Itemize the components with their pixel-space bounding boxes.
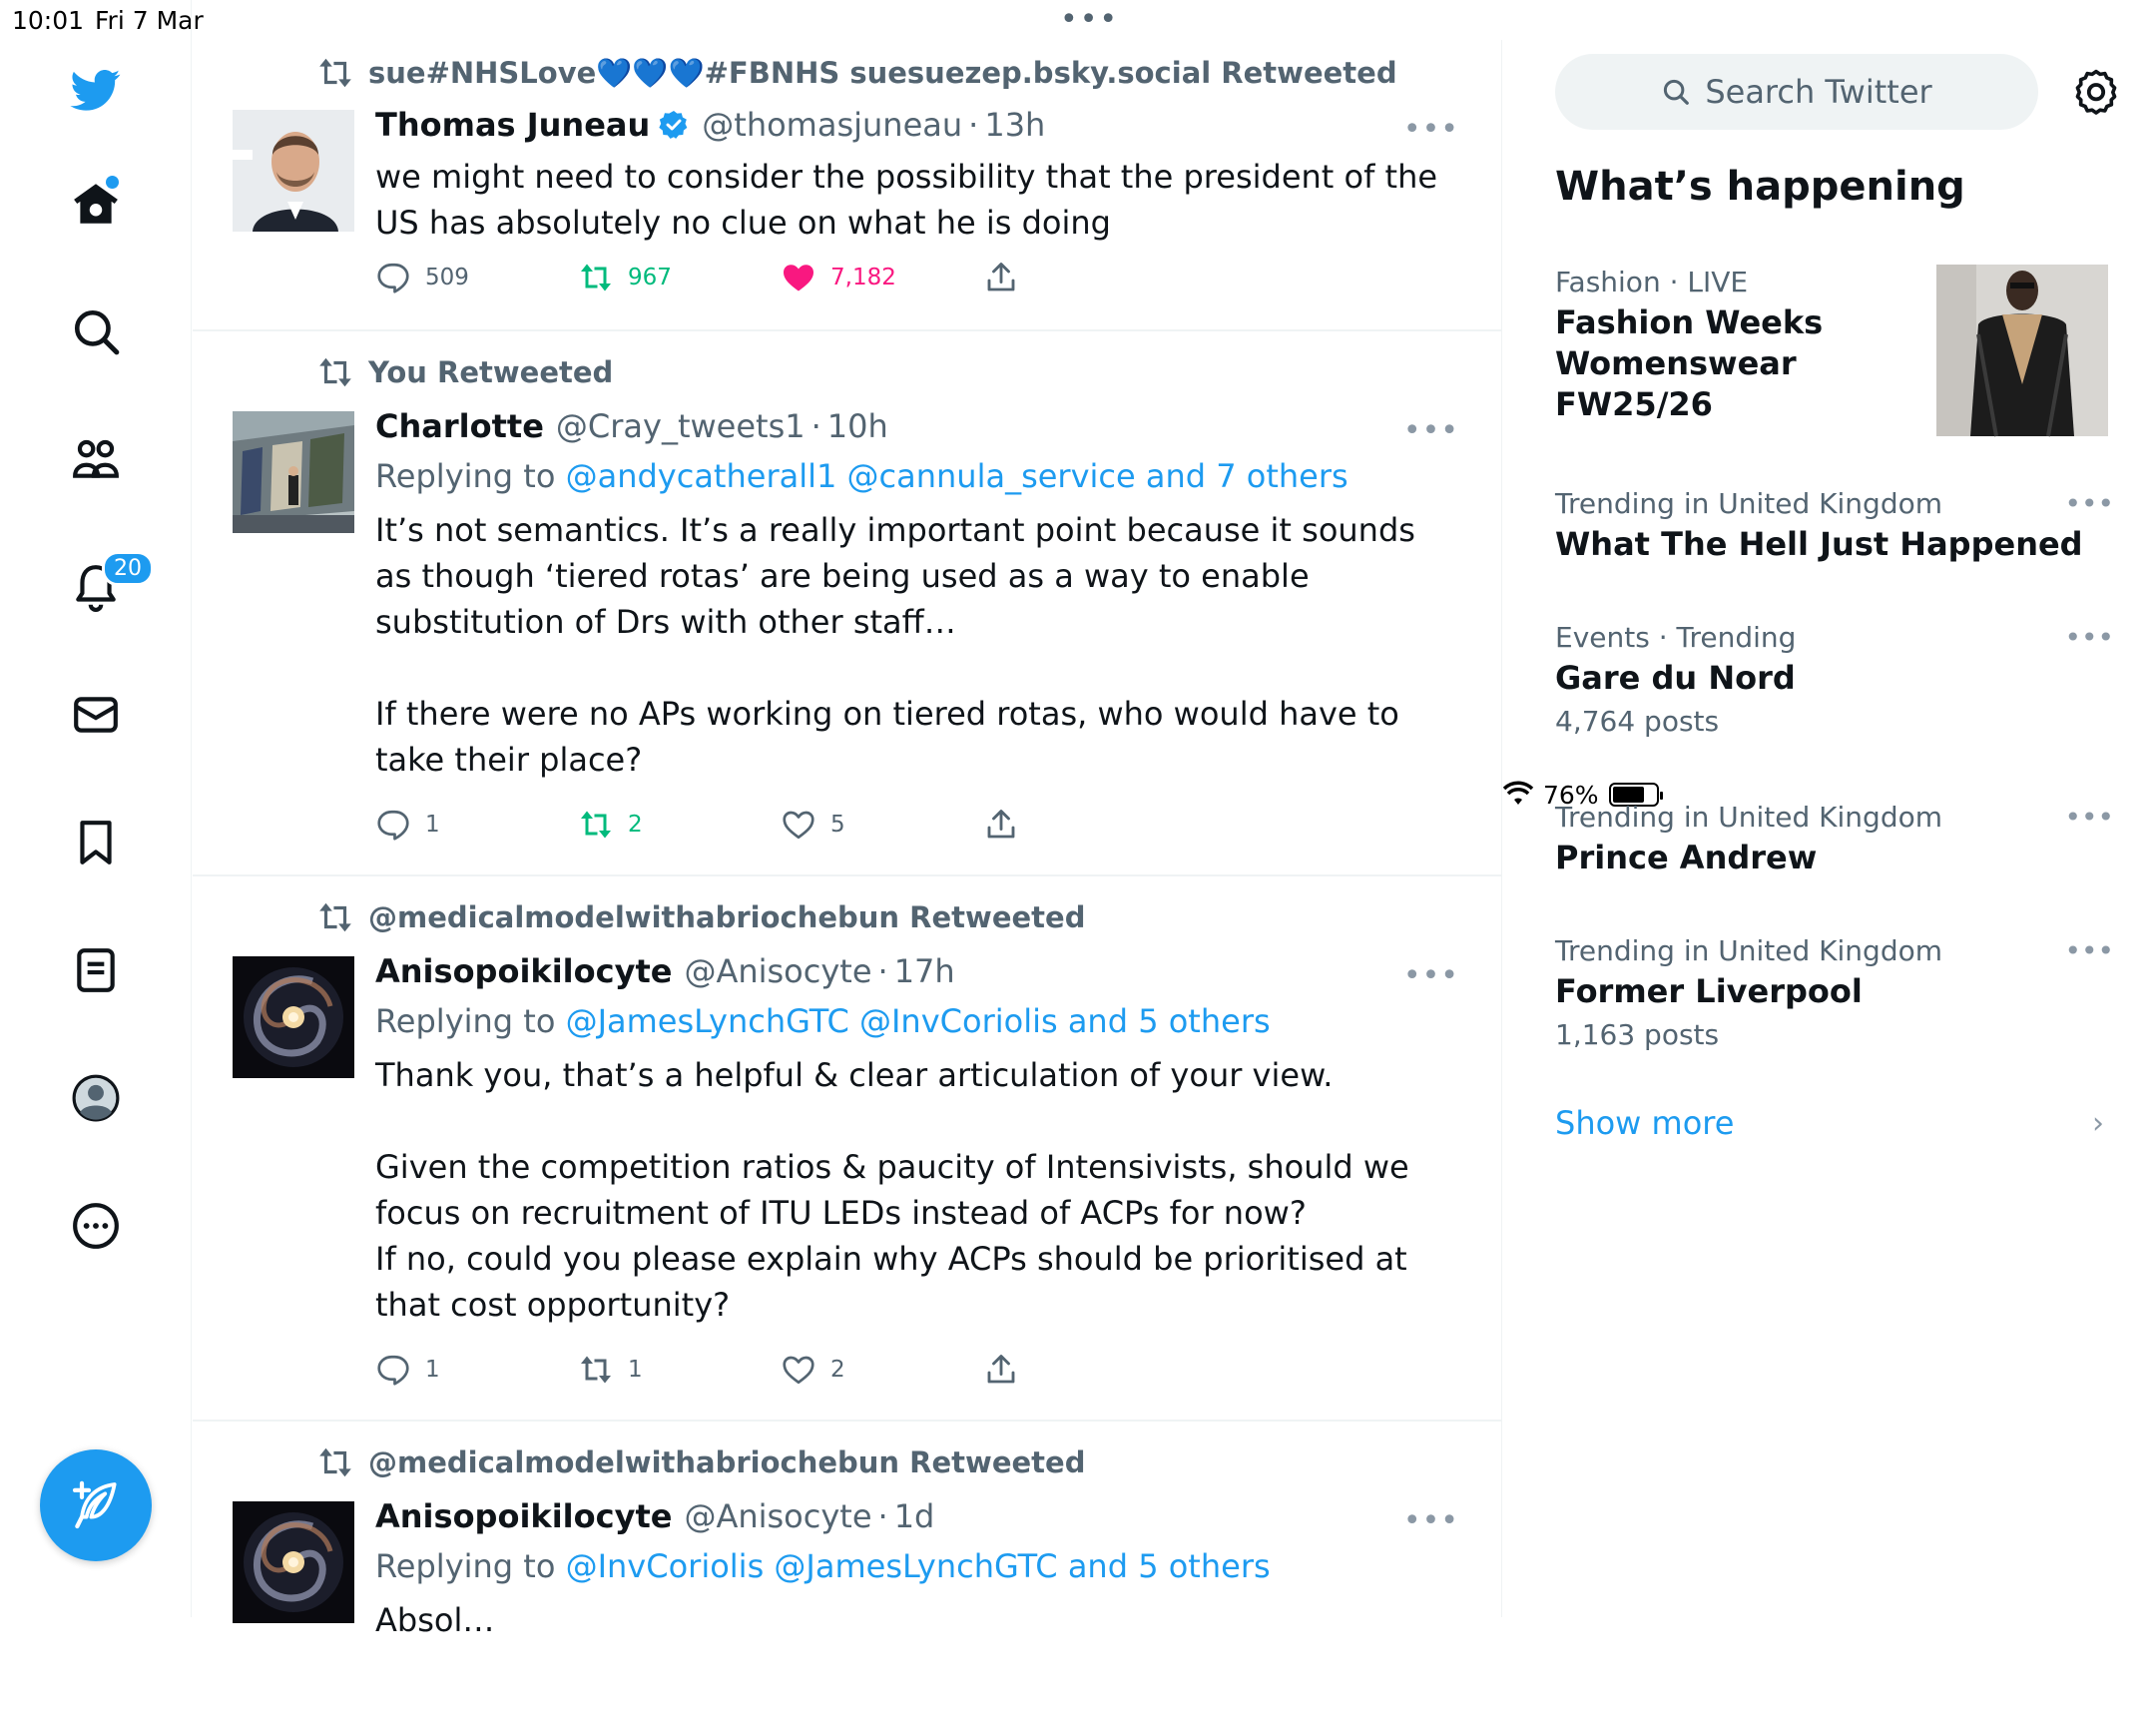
replying-to (375, 1002, 1271, 1040)
replying-to-users-link[interactable]: @andycatherall1 @cannula_service and 7 others (565, 457, 1348, 495)
author-handle[interactable]: @thomasjuneau (702, 106, 963, 144)
reply-button[interactable] (375, 260, 578, 295)
verified-badge-icon (658, 109, 690, 141)
replying-to-label: Replying to (375, 1002, 556, 1040)
replying-to-label: Replying to (375, 457, 556, 495)
avatar[interactable] (233, 1501, 354, 1623)
retweeted-by-label[interactable]: @medicalmodelwithabriochebun Retweeted (368, 1445, 1086, 1479)
author-name[interactable]: Thomas Juneau (375, 106, 651, 144)
trend-meta: Fashion · LIVE (1555, 266, 1749, 298)
share-button[interactable] (983, 260, 1186, 295)
battery-percent: 76% (1543, 780, 1599, 810)
retweet-context (316, 898, 1085, 936)
home-icon[interactable] (66, 174, 126, 234)
chevron-right-icon[interactable]: › (2092, 1106, 2104, 1141)
trend-meta: Trending in United Kingdom (1555, 934, 1942, 967)
whats-happening-heading: What’s happening (1555, 164, 1965, 210)
tweet-text-paragraph: If no, could you please explain why ACPs should be prioritised at that cost opportunity? (375, 1240, 1407, 1324)
trend-more-icon[interactable]: ••• (2064, 801, 2114, 834)
trend-more-icon[interactable]: ••• (2064, 487, 2114, 520)
trend-item[interactable] (1555, 266, 1934, 425)
trend-meta: Events · Trending (1555, 621, 1797, 654)
communities-icon[interactable] (66, 429, 126, 489)
like-count: 7,182 (830, 265, 896, 290)
left-navigation (0, 0, 192, 1617)
trend-item[interactable] (1555, 487, 2114, 565)
twitter-logo[interactable] (66, 60, 126, 120)
retweet-button[interactable] (578, 1352, 781, 1388)
trend-more-icon[interactable]: ••• (2064, 934, 2114, 967)
header-separator: · (877, 1497, 888, 1535)
retweeted-by-label[interactable]: @medicalmodelwithabriochebun Retweeted (368, 900, 1086, 934)
header-separator: · (877, 952, 888, 990)
author-name[interactable]: Anisopoikilocyte (375, 952, 673, 990)
like-button[interactable] (781, 807, 983, 843)
retweet-button[interactable] (578, 807, 781, 843)
tweet-text (375, 507, 1453, 783)
notifications-badge: 20 (102, 551, 154, 586)
header-separator: · (810, 407, 821, 445)
settings-gear-icon[interactable] (2072, 68, 2120, 116)
trend-post-count: 1,163 posts (1555, 1018, 1720, 1051)
reply-count: 1 (425, 1357, 440, 1383)
heart-icon (781, 807, 816, 843)
replying-to-users-link[interactable]: @JamesLynchGTC @InvCoriolis and 5 others (565, 1002, 1271, 1040)
trend-more-icon[interactable]: ••• (2064, 621, 2114, 654)
tweet[interactable] (193, 876, 1501, 1422)
tweet-text (375, 1597, 1453, 1643)
right-sidebar (1503, 40, 2156, 1617)
replying-to-label: Replying to (375, 1547, 556, 1585)
tweet-text-paragraph: It’s not semantics. It’s a really important point because it sounds as though ‘tiered rotas’ are being used as a way to enable substitution of Drs with other staff… (375, 511, 1415, 641)
like-button[interactable] (781, 260, 983, 295)
like-count: 2 (830, 1357, 845, 1383)
compose-feather-icon (68, 1477, 124, 1533)
share-icon (983, 260, 1019, 295)
retweeted-by-label[interactable]: You Retweeted (368, 355, 614, 389)
like-button[interactable] (781, 1352, 983, 1388)
tweet-text-paragraph: Absol… (375, 1601, 495, 1639)
retweet-context (316, 54, 1397, 92)
retweet-context (316, 353, 613, 391)
avatar[interactable] (233, 411, 354, 533)
reply-icon (375, 1352, 411, 1388)
trend-item[interactable] (1555, 934, 2114, 1051)
trend-meta: Trending in United Kingdom (1555, 487, 1942, 520)
retweet-context (316, 1443, 1085, 1481)
more-icon[interactable] (66, 1196, 126, 1256)
bookmarks-icon[interactable] (66, 813, 126, 872)
tweet-time[interactable]: 17h (893, 952, 955, 990)
trend-thumbnail[interactable] (1936, 265, 2108, 436)
tweet-actions (375, 807, 1186, 843)
retweeted-by-label[interactable]: sue#NHSLove💙💙💙#FBNHS suesuezep.bsky.social Retweeted (368, 55, 1397, 90)
messages-icon[interactable] (66, 685, 126, 745)
retweet-icon (578, 260, 614, 295)
trend-title: Prince Andrew (1555, 839, 1818, 876)
tweet-text-paragraph: Given the competition ratios & paucity of Intensivists, should we focus on recruitment of ITU LEDs instead of ACPs for now? (375, 1148, 1409, 1232)
home-timeline (193, 40, 1502, 1639)
lists-icon[interactable] (66, 940, 126, 1000)
tweet[interactable] (193, 40, 1501, 331)
trend-title: Gare du Nord (1555, 659, 1796, 697)
tweet-more-icon[interactable]: ••• (1402, 958, 1459, 993)
retweet-icon (316, 1443, 354, 1481)
tweet-more-icon[interactable]: ••• (1402, 413, 1459, 448)
tweet-actions (375, 260, 1186, 295)
tweet-time[interactable]: 13h (984, 106, 1046, 144)
retweet-icon (316, 54, 354, 92)
profile-icon[interactable] (66, 1068, 126, 1128)
retweet-count: 1 (628, 1357, 643, 1383)
multitasking-dots-icon[interactable]: ••• (1060, 2, 1120, 37)
author-handle[interactable]: @Anisocyte (684, 952, 872, 990)
trend-meta: Trending in United Kingdom (1555, 801, 1942, 834)
search-placeholder: Search Twitter (1705, 73, 1932, 111)
tweet-text (375, 1052, 1453, 1328)
author-name[interactable]: Anisopoikilocyte (375, 1497, 673, 1535)
status-time: 10:01 (12, 6, 85, 35)
tweet-more-icon[interactable]: ••• (1402, 1503, 1459, 1538)
notifications-icon[interactable] (66, 556, 142, 617)
tweet-header (375, 1497, 934, 1535)
reply-icon (375, 807, 411, 843)
replying-to-users-link[interactable]: @InvCoriolis @JamesLynchGTC and 5 others (565, 1547, 1271, 1585)
status-date: Fri 7 Mar (95, 6, 204, 35)
share-button[interactable] (983, 1352, 1186, 1388)
tweet-more-icon[interactable]: ••• (1402, 112, 1459, 147)
replying-to (375, 457, 1348, 495)
compose-tweet-button[interactable] (40, 1449, 152, 1561)
reply-count: 509 (425, 265, 469, 290)
heart-icon (781, 1352, 816, 1388)
search-icon[interactable] (66, 301, 126, 361)
retweet-count: 2 (628, 812, 643, 838)
author-name[interactable]: Charlotte (375, 407, 544, 445)
share-icon (983, 807, 1019, 843)
trend-title: What The Hell Just Happened (1555, 525, 2083, 563)
share-icon (983, 1352, 1019, 1388)
tweet-header (375, 952, 955, 990)
heart-filled-icon (781, 260, 816, 295)
share-button[interactable] (983, 807, 1186, 843)
trend-title: Fashion Weeks Womenswear FW25/26 (1555, 303, 1824, 423)
search-icon (1661, 77, 1691, 107)
tweet[interactable] (193, 1422, 1501, 1721)
tweet[interactable] (193, 331, 1501, 876)
reply-button[interactable] (375, 807, 578, 843)
author-handle[interactable]: @Cray_tweets1 (555, 407, 806, 445)
trend-item[interactable] (1555, 621, 2114, 738)
tweet-text (375, 154, 1453, 246)
home-unread-dot (106, 176, 119, 189)
avatar[interactable] (233, 956, 354, 1078)
search-input[interactable] (1555, 54, 2038, 130)
trend-item[interactable] (1555, 801, 2114, 878)
tweet-text-paragraph: If there were no APs working on tiered rotas, who would have to take their place? (375, 695, 1399, 779)
replying-to (375, 1547, 1271, 1585)
tweet-header (375, 407, 888, 445)
retweet-count: 967 (628, 265, 672, 290)
tweet-time[interactable]: 1d (893, 1497, 935, 1535)
reply-button[interactable] (375, 1352, 578, 1388)
tweet-header (375, 106, 1045, 144)
tweet-text-paragraph: we might need to consider the possibility that the president of the US has absolutely no clue on what he is doing (375, 158, 1438, 242)
show-more-link[interactable]: Show more (1555, 1104, 1735, 1142)
retweet-icon (578, 807, 614, 843)
tweet-text-paragraph: Thank you, that’s a helpful & clear articulation of your view. (375, 1056, 1334, 1094)
tweet-time[interactable]: 10h (826, 407, 888, 445)
reply-icon (375, 260, 411, 295)
header-separator: · (968, 106, 979, 144)
retweet-icon (316, 353, 354, 391)
retweet-button[interactable] (578, 260, 781, 295)
author-handle[interactable]: @Anisocyte (684, 1497, 872, 1535)
like-count: 5 (830, 812, 845, 838)
retweet-icon (578, 1352, 614, 1388)
retweet-icon (316, 898, 354, 936)
reply-count: 1 (425, 812, 440, 838)
avatar[interactable] (233, 110, 354, 232)
trend-title: Former Liverpool (1555, 972, 1863, 1010)
trend-post-count: 4,764 posts (1555, 705, 1720, 738)
tweet-actions (375, 1352, 1186, 1388)
